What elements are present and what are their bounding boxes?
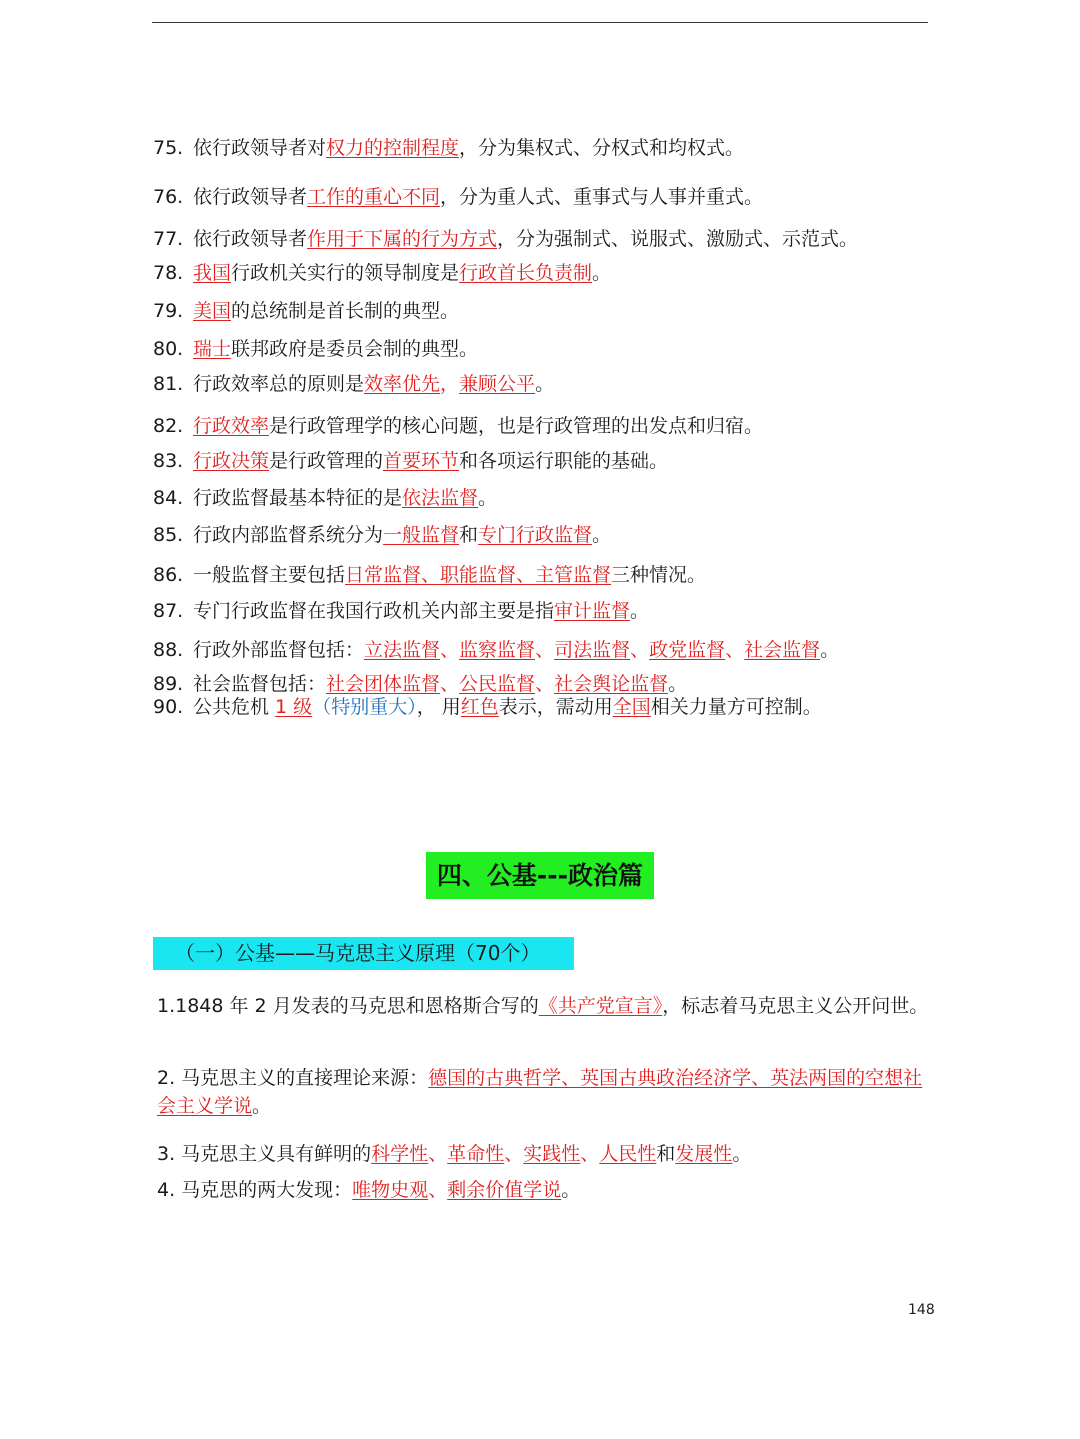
highlighted-term: 社会团体监督 [326,673,441,695]
list-item [153,448,668,474]
highlighted-term: 社会舆论监督 [554,673,669,695]
item-text: 。 [592,524,612,546]
item-text: 行政监督最基本特征的是 [193,487,403,509]
highlighted-term: 首要环节 [383,450,460,472]
highlighted-term: 1 级 [275,696,313,718]
item-text: 一般监督主要包括 [193,564,346,586]
paragraph-text: 。 [252,1095,272,1117]
highlighted-term: 发展性 [675,1143,733,1165]
list-item [153,598,649,624]
highlighted-term: 依法监督 [402,487,479,509]
item-text: 的总统制是首长制的典型。 [231,300,460,322]
item-text: 和各项运行职能的基础。 [459,450,669,472]
highlighted-term: 革命性 [447,1143,505,1165]
top-rule [152,22,928,23]
paragraph-text: ，标志着马克思主义公开问世。 [662,995,929,1017]
item-text: 是行政管理的 [269,450,384,472]
highlighted-term: 我国 [193,262,232,284]
paragraph-text: 2. 马克思主义的直接理论来源： [157,1067,429,1089]
list-item [153,485,497,511]
item-number: 75. [153,137,184,159]
item-text: 行政外部监督包括： [193,639,365,661]
item-text: ，分为集权式、分权式和均权式。 [459,137,745,159]
item-text: 行政机关实行的领导制度是 [231,262,460,284]
subsection-title-text: （一）公基——马克思主义原理（70个） [175,941,541,965]
paragraph-text: 、 [504,1143,524,1165]
highlighted-term: 审计监督 [554,600,631,622]
item-text: 联邦政府是委员会制的典型。 [231,338,479,360]
paragraph-text: 和 [656,1143,676,1165]
highlighted-term: 行政首长负责制 [459,262,593,284]
item-text: 。 [630,600,650,622]
item-text: 三种情况。 [611,564,707,586]
highlighted-term: 日常监督、职能监督、主管监督 [345,564,612,586]
highlighted-term: 全国 [612,696,651,718]
list-item [153,562,706,588]
item-text: ，分为强制式、说服式、激励式、示范式。 [497,228,859,250]
list-item [153,694,822,720]
paragraph [157,992,932,1020]
item-text: 和 [459,524,479,546]
highlighted-term: 立法监督 [364,639,441,661]
item-text: 、 [440,639,460,661]
item-text: 行政内部监督系统分为 [193,524,384,546]
highlighted-term: 监察监督 [459,639,536,661]
item-text: 依行政领导者对 [193,137,327,159]
subsection-title [153,937,574,970]
item-text: 表示，需动用 [498,696,613,718]
highlighted-term: 专门行政监督 [478,524,593,546]
paragraph-text: 、 [428,1179,448,1201]
item-text: 公共危机 [193,696,276,718]
paragraph-text: 、 [580,1143,600,1165]
item-number: 90. [153,696,184,718]
highlighted-term: 《共产党宣言》 [538,995,663,1017]
item-text: 专门行政监督在我国行政机关内部主要是指 [193,600,555,622]
list-item [153,336,478,362]
paragraph-text: 。 [561,1179,581,1201]
list-item [153,260,611,286]
highlighted-term: 效率优先 [364,373,441,395]
item-number: 76. [153,186,184,208]
item-number: 78. [153,262,184,284]
item-text: 相关力量方可控制。 [650,696,822,718]
paragraph-text: 4. 马克思的两大发现： [157,1179,353,1201]
item-number: 85. [153,524,184,546]
highlighted-term: 兼顾公平 [459,373,536,395]
item-number: 79. [153,300,184,322]
highlighted-term: 司法监督 [554,639,631,661]
highlighted-term: 行政决策 [193,450,270,472]
item-text: 、 [535,673,555,695]
item-text: 依行政领导者 [193,228,308,250]
item-text: 社会监督包括： [193,673,327,695]
item-number: 83. [153,450,184,472]
highlighted-term: 权力的控制程度 [326,137,460,159]
highlighted-term: 政党监督 [649,639,726,661]
highlighted-term: 人民性 [599,1143,657,1165]
item-text: 。 [820,639,840,661]
list-item [153,135,744,161]
paragraph [157,1140,932,1168]
item-text: 依行政领导者 [193,186,308,208]
paragraph-text: 1.1848 年 2 月发表的马克思和恩格斯合写的 [157,995,539,1017]
highlighted-term: 行政效率 [193,415,270,437]
item-number: 84. [153,487,184,509]
item-number: 86. [153,564,184,586]
list-item [153,413,763,439]
item-text: 、 [535,639,555,661]
item-text: 、 [725,639,745,661]
item-number: 82. [153,415,184,437]
item-text: 、 [440,673,460,695]
list-item [153,371,554,397]
paragraph [157,1064,932,1120]
highlighted-term: 公民监督 [459,673,536,695]
item-number: 81. [153,373,184,395]
paragraph-text: 、 [428,1143,448,1165]
item-text: 。 [478,487,498,509]
highlighted-term: 实践性 [523,1143,581,1165]
blue-note: （特别重大） [312,696,417,718]
highlighted-term: 瑞士 [193,338,232,360]
highlighted-term: 德国的古典哲学、英国古典政治经济学、英法两国的空想社会主义学说 [157,1067,923,1117]
item-number: 80. [153,338,184,360]
item-text: ， 用 [416,696,461,718]
item-number: 89. [153,673,184,695]
item-number: 87. [153,600,184,622]
paragraph [157,1176,932,1204]
item-text: ， [440,373,460,395]
highlighted-term: 社会监督 [744,639,821,661]
paragraph-text: 。 [732,1143,752,1165]
highlighted-term: 一般监督 [383,524,460,546]
item-text: 。 [668,673,688,695]
list-item [153,522,611,548]
item-text: 。 [535,373,555,395]
item-text: ，分为重人式、重事式与人事并重式。 [440,186,764,208]
highlighted-term: 剩余价值学说 [447,1179,562,1201]
paragraph-text: 3. 马克思主义具有鲜明的 [157,1143,372,1165]
item-text: 行政效率总的原则是 [193,373,365,395]
list-item [153,226,858,252]
list-item [153,298,459,324]
highlighted-term: 红色 [460,696,499,718]
item-number: 77. [153,228,184,250]
item-number: 88. [153,639,184,661]
list-item [153,637,839,663]
item-text: 、 [630,639,650,661]
highlighted-term: 科学性 [371,1143,429,1165]
highlighted-term: 作用于下属的行为方式 [307,228,498,250]
item-text: 。 [592,262,612,284]
list-item [153,184,763,210]
highlighted-term: 美国 [193,300,232,322]
page-number: 148 [908,1302,935,1318]
section-title: 四、公基---政治篇 [426,852,654,899]
item-text: 是行政管理学的核心问题，也是行政管理的出发点和归宿。 [269,415,764,437]
highlighted-term: 工作的重心不同 [307,186,441,208]
highlighted-term: 唯物史观 [352,1179,429,1201]
